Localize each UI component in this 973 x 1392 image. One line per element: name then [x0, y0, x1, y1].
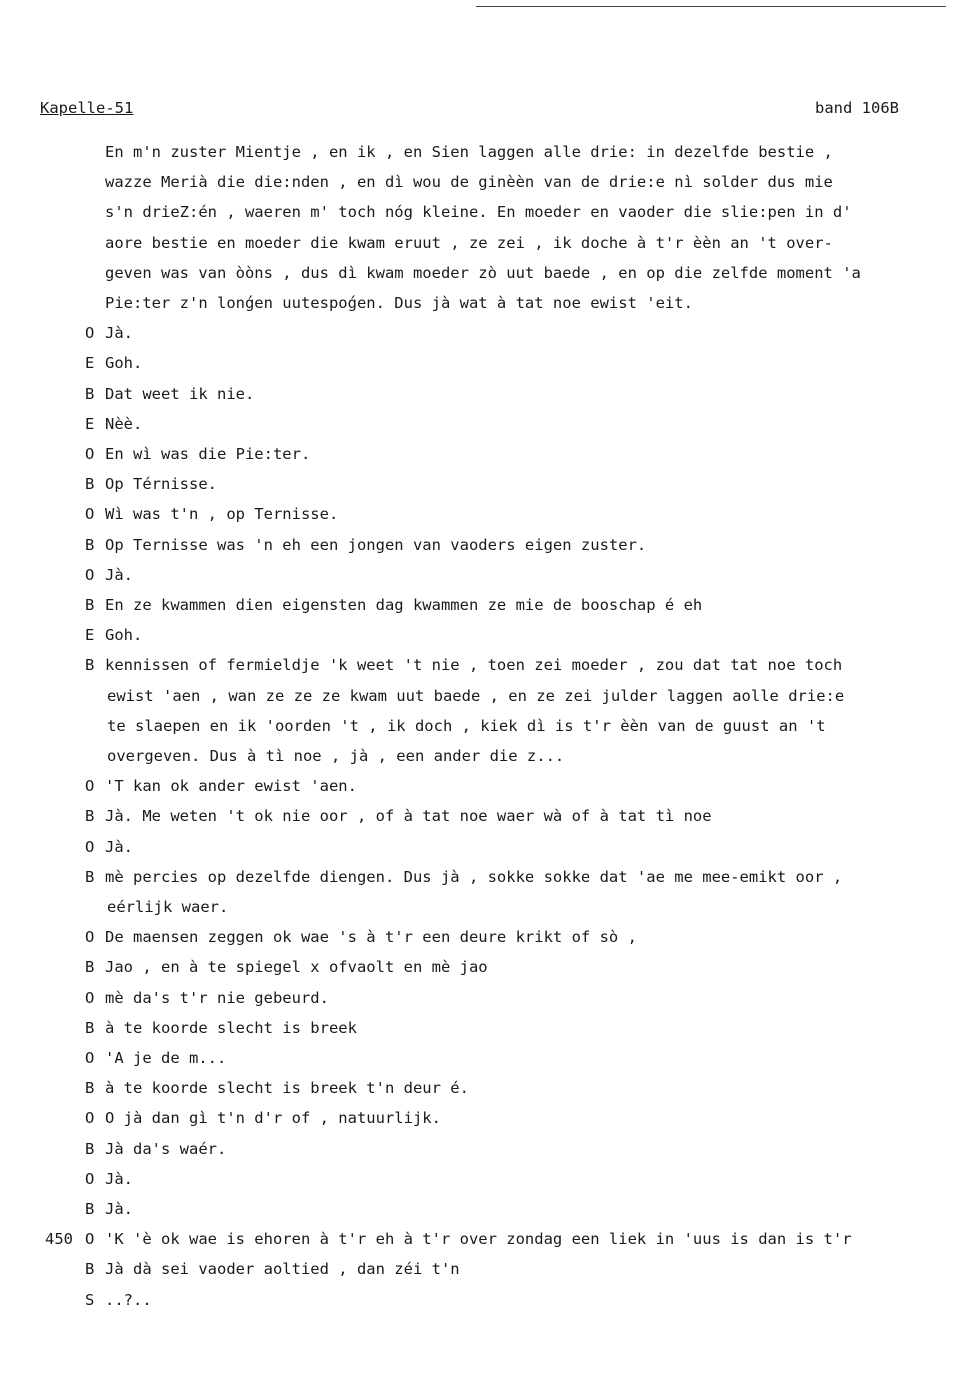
top-rule	[476, 6, 946, 7]
speaker-label: O	[85, 988, 95, 1007]
utterance-line: O jà dan gì t'n d'r of , natuurlijk.	[105, 1109, 441, 1128]
speaker-label: B	[85, 656, 95, 675]
speaker-label: B	[85, 867, 95, 886]
speaker-label: O	[85, 505, 95, 524]
utterance-line: ewist 'aen , wan ze ze ze kwam uut baede , en ze zei julder laggen aolle drie:e	[107, 686, 845, 705]
speaker-label: S	[85, 1290, 95, 1309]
utterance-line: Jà da's waér.	[105, 1139, 227, 1158]
intro-line: Pie:ter z'n lonǵen uutespoǵen. Dus jà wat à tat noe ewist 'eit.	[105, 294, 693, 312]
utterance-line: Jà dà sei vaoder aoltied , dan zéi t'n	[105, 1260, 460, 1279]
utterance-line: Jà.	[105, 837, 133, 856]
speaker-label: B	[85, 1260, 95, 1279]
header-location: Kapelle-51	[40, 99, 134, 117]
utterance-line: Jao , en à te spiegel x ofvaolt en mè jao	[105, 958, 488, 977]
speaker-label: O	[85, 777, 95, 796]
utterance-line: overgeven. Dus à tì noe , jà , een ander die z...	[107, 747, 565, 765]
speaker-label: B	[85, 807, 95, 826]
utterance-line: Jà.	[105, 324, 133, 343]
speaker-label: B	[85, 1018, 95, 1037]
speaker-label: B	[85, 535, 95, 554]
speaker-label: E	[85, 354, 95, 373]
speaker-label: B	[85, 958, 95, 977]
speaker-label: O	[85, 324, 95, 343]
utterance-line: ..?..	[105, 1290, 152, 1309]
speaker-label: E	[85, 414, 95, 433]
speaker-label: O	[85, 445, 95, 463]
header-band: band 106B	[815, 99, 899, 117]
speaker-label: B	[85, 1079, 95, 1098]
utterance-line: Goh.	[105, 626, 143, 645]
utterance-line: mè da's t'r nie gebeurd.	[105, 988, 329, 1007]
speaker-label: O	[85, 837, 95, 856]
utterance-line: En wì was die Pie:ter.	[105, 445, 311, 463]
speaker-label: O	[85, 1049, 95, 1067]
utterance-line: Jà.	[105, 565, 133, 584]
speaker-label: O	[85, 1230, 95, 1249]
speaker-label: O	[85, 1169, 95, 1188]
utterance-line: 'T kan ok ander ewist 'aen.	[105, 777, 357, 796]
utterance-line: 'K 'è ok wae is ehoren à t'r eh à t'r over zondag een liek in 'uus is dan is t'r	[105, 1230, 852, 1249]
intro-line: s'n drieZ:én , waeren m' toch nóg kleine. En moeder en vaoder die slie:pen in d'	[105, 203, 852, 222]
speaker-label: O	[85, 928, 95, 947]
intro-line: wazze Merià die die:nden , en dì wou de ginèèn van de drie:e nì solder dus mie	[105, 173, 833, 192]
speaker-label: O	[85, 565, 95, 584]
utterance-line: Wì was t'n , op Ternisse.	[105, 505, 339, 524]
utterance-line: Jà.	[105, 1200, 133, 1218]
utterance-line: kennissen of fermieldje 'k weet 't nie , toen zei moeder , zou dat tat noe toch	[105, 656, 843, 675]
speaker-label: B	[85, 1139, 95, 1158]
speaker-label: B	[85, 475, 95, 494]
speaker-label: B	[85, 596, 95, 614]
utterance-line: te slaepen en ik 'oorden 't , ik doch , kiek dì is t'r èèn van de guust an 't	[107, 716, 826, 735]
intro-line: aore bestie en moeder die kwam eruut , ze zei , ik doche à t'r èèn an 't over-	[105, 233, 833, 252]
utterance-line: mè percies op dezelfde diengen. Dus jà , sokke sokke dat 'ae me mee-emikt oor ,	[105, 867, 843, 886]
utterance-line: Op Térnisse.	[105, 475, 217, 494]
utterance-line: eérlijk waer.	[107, 898, 229, 916]
utterance-line: Jà.	[105, 1169, 133, 1188]
intro-line: geven was van òòns , dus dì kwam moeder zò uut baede , en op die zelfde moment 'a	[105, 263, 861, 282]
line-number: 450	[45, 1230, 73, 1249]
speaker-label: O	[85, 1109, 95, 1128]
utterance-line: Jà. Me weten 't ok nie oor , of à tat noe waer wà of à tat tì noe	[105, 807, 712, 826]
utterance-line: Dat weet ik nie.	[105, 384, 255, 403]
utterance-line: En ze kwammen dien eigensten dag kwammen ze mie de booschap é eh	[105, 596, 703, 614]
utterance-line: 'A je de m...	[105, 1049, 227, 1067]
speaker-label: E	[85, 626, 95, 645]
speaker-label: B	[85, 384, 95, 403]
speaker-label: B	[85, 1200, 95, 1218]
utterance-line: à te koorde slecht is breek	[105, 1018, 357, 1037]
utterance-line: Op Ternisse was 'n eh een jongen van vaoders eigen zuster.	[105, 535, 647, 554]
utterance-line: De maensen zeggen ok wae 's à t'r een deure krikt of sò ,	[105, 928, 637, 947]
utterance-line: Nèè.	[105, 414, 143, 433]
utterance-line: à te koorde slecht is breek t'n deur é.	[105, 1079, 469, 1098]
utterance-line: Goh.	[105, 354, 143, 373]
intro-line: En m'n zuster Mientje , en ik , en Sien laggen alle drie: in dezelfde bestie ,	[105, 143, 833, 161]
